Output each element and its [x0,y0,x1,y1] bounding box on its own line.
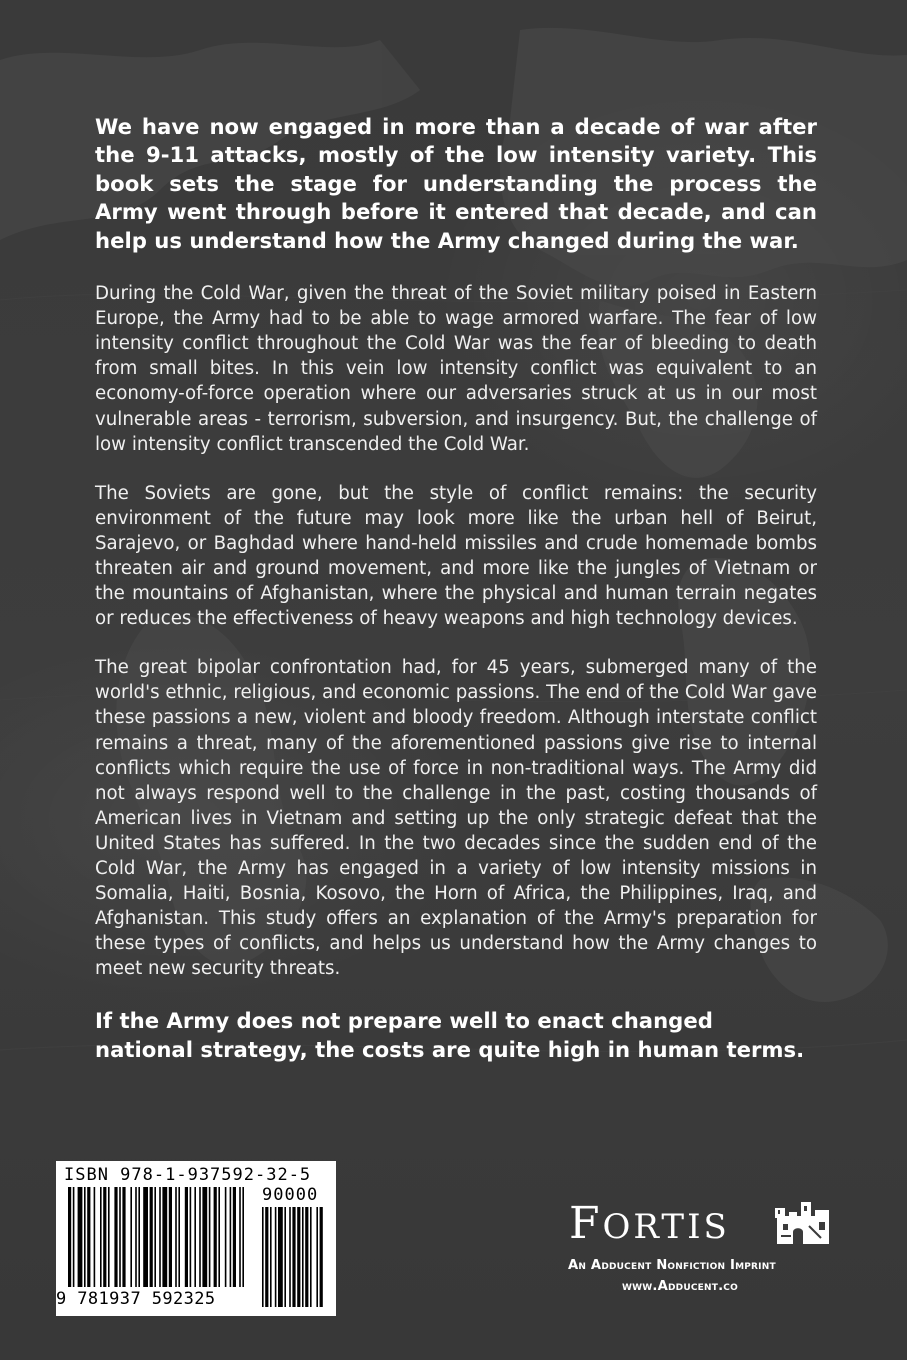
ean-digits: 9 781937 592325 [56,1289,216,1309]
publisher-logo [563,1198,853,1328]
publisher-brand [569,1198,730,1249]
lead-paragraph: We have now engaged in more than a decade of war after the 9-11 attacks, mostly of the low intensity variety. This book sets the stage for understanding the process the Army went through before it entered that decade, and can help us understand how the Army changed during the war. [95,114,817,253]
body-paragraph-2: The Soviets are gone, but the style of conflict remains: the security environment of the future may look more like the urban hell of Beirut, Sarajevo, or Baghdad where hand-held missiles and crude homemade bombs threaten air and ground movement, and more like the jungles of Vietnam or the mountains of Afghanistan, where the physical and human terrain negates or reduces the effectiveness of heavy weapons and high technology devices. [95,482,817,630]
body-paragraph-1: During the Cold War, given the threat of the Soviet military poised in Eastern Europe, the Army had to be able to wage armored warfare. The fear of low intensity conflict throughout the Cold War was the fear of bleeding to death from small bites. In this vein low intensity conflict was equivalent to an economy-of-force operation where our adversaries struck at us in our most vulnerable areas - terrorism, subversion, and insurgency. But, the challenge of low intensity conflict transcended the Cold War. [95,283,817,455]
isbn-label: ISBN 978-1-937592-32-5 [64,1165,312,1185]
body-paragraph-3: The great bipolar confrontation had, for 45 years, submerged many of the world's ethnic, religious, and economic passions. The end of the Cold War gave these passions a new, violent and bloody freedom. Although interstate conflict remains a threat, many of the aforementioned passions give rise to internal conflicts which require the use of force in non-traditional ways. The Army did not always respond well to the challenge in the past, costing thousands of American lives in Vietnam and setting up the only strategic defeat that the United States has suffered. In the two decades since the sudden end of the Cold War, the Army has engaged in a variety of low intensity missions in Somalia, Haiti, Bosnia, Kosovo, the Horn of Africa, the Philippines, Iraq, and Afghanistan. This study offers an explanation of the Army's preparation for these types of conflicts, and helps us understand how the Army changes to meet new security threats. [95,657,817,980]
castle-icon [775,1202,831,1246]
price-code: 90000 [262,1185,319,1205]
closing-statement: If the Army does not prepare well to enact changed national strategy, the costs are quite high in human terms. [95,1008,805,1062]
isbn-barcode [56,1161,336,1316]
brand-initial: F [569,1198,603,1249]
blurb [95,113,817,1064]
imprint-line: An Adducent Nonfiction Imprint [568,1258,776,1273]
publisher-website: www.Adducent.co [622,1279,738,1294]
brand-rest: ORTIS [602,1207,730,1247]
